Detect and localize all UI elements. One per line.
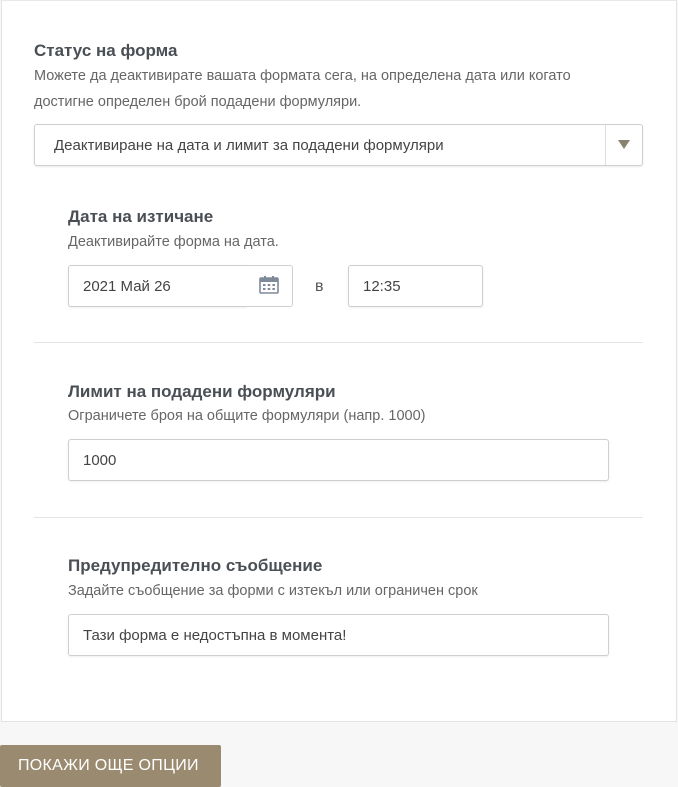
expiry-date-input[interactable]	[68, 265, 247, 307]
form-status-description-line1: Можете да деактивирате вашата формата сега, на определена дата или когато	[34, 68, 571, 84]
calendar-button[interactable]	[246, 265, 293, 307]
expiry-date-description: Деактивирайте форма на дата.	[68, 234, 279, 250]
show-more-options-label: ПОКАЖИ ОЩЕ ОПЦИИ	[18, 757, 199, 774]
section-divider	[34, 342, 643, 343]
warning-message-input[interactable]	[68, 614, 609, 656]
form-status-title: Статус на форма	[34, 41, 178, 60]
form-status-select-value: Деактивиране на дата и лимит за подадени формуляри	[54, 137, 444, 154]
show-more-options-button[interactable]	[0, 745, 221, 787]
warning-message-value: Тази форма е недостъпна в момента!	[83, 627, 347, 644]
at-label: в	[315, 278, 324, 295]
expiry-time-input[interactable]	[348, 265, 483, 307]
expiry-time-value: 12:35	[363, 278, 401, 295]
warning-message-title: Предупредително съобщение	[68, 556, 323, 575]
submission-limit-description: Ограничете броя на общите формуляри (напр. 1000)	[68, 408, 426, 424]
expiry-date-value: 2021 Май 26	[83, 278, 171, 295]
form-status-description-line2: достигне определен брой подадени формуляри.	[34, 94, 362, 110]
section-divider	[34, 517, 643, 518]
select-divider	[605, 125, 606, 165]
warning-message-description: Задайте съобщение за форми с изтекъл или ограничен срок	[68, 583, 478, 599]
submission-limit-input[interactable]	[68, 439, 609, 481]
caret-down-icon	[617, 137, 631, 151]
submission-limit-title: Лимит на подадени формуляри	[68, 382, 336, 401]
calendar-icon	[259, 276, 279, 294]
submission-limit-value: 1000	[83, 452, 117, 469]
form-status-select[interactable]	[34, 124, 643, 166]
expiry-date-title: Дата на изтичане	[68, 207, 214, 226]
